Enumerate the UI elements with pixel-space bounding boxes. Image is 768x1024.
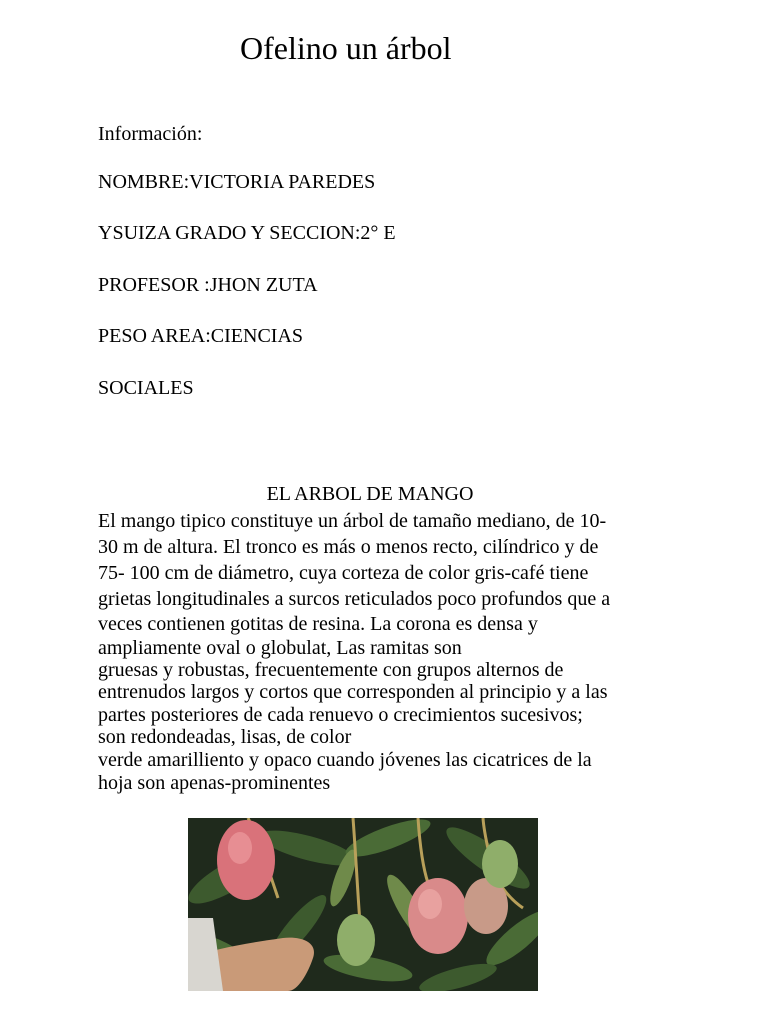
paragraph-line: son redondeadas, lisas, de color bbox=[98, 726, 352, 748]
section-title-text: EL ARBOL DE MANGO bbox=[266, 483, 474, 505]
paragraph-line: grietas longitudinales a surcos reticulados poco profundos que a bbox=[98, 588, 611, 610]
paragraph-line: 30 m de altura. El tronco es más o menos recto, cilíndrico y de bbox=[98, 536, 599, 558]
document-title: Ofelino un árbol bbox=[240, 30, 452, 66]
section-title bbox=[0, 482, 740, 506]
info-grado: YSUIZA GRADO Y SECCION:2° E bbox=[98, 222, 396, 244]
info-area: PESO AREA:CIENCIAS bbox=[98, 325, 304, 347]
info-nombre: NOMBRE:VICTORIA PAREDES bbox=[98, 171, 376, 193]
mango-3 bbox=[408, 878, 468, 954]
paragraph bbox=[98, 508, 658, 794]
paragraph-line: ampliamente oval o globulat, Las ramitas son bbox=[98, 637, 462, 659]
mango-photo-illustration bbox=[188, 818, 538, 991]
paragraph-line: 75- 100 cm de diámetro, cuya corteza de color gris-café tiene bbox=[98, 562, 589, 584]
info-heading: Información: bbox=[98, 123, 203, 145]
paragraph-line: verde amarilliento y opaco cuando jóvenes las cicatrices de la bbox=[98, 749, 592, 771]
info-sociales: SOCIALES bbox=[98, 377, 194, 399]
paragraph-line: entrenudos largos y cortos que corresponden al principio y a las bbox=[98, 681, 608, 703]
info-profesor: PROFESOR :JHON ZUTA bbox=[98, 274, 318, 296]
paragraph-line: hoja son apenas-prominentes bbox=[98, 772, 331, 794]
mango-2 bbox=[337, 914, 375, 966]
paragraph-line: El mango tipico constituye un árbol de tamaño mediano, de 10- bbox=[98, 510, 607, 532]
paragraph-line: gruesas y robustas, frecuentemente con grupos alternos de bbox=[98, 659, 564, 681]
paragraph-line: partes posteriores de cada renuevo o crecimientos sucesivos; bbox=[98, 704, 583, 726]
mango-5 bbox=[482, 840, 518, 888]
mango-tree-photo bbox=[188, 818, 538, 991]
paragraph-line: veces contienen gotitas de resina. La corona es densa y bbox=[98, 613, 538, 635]
